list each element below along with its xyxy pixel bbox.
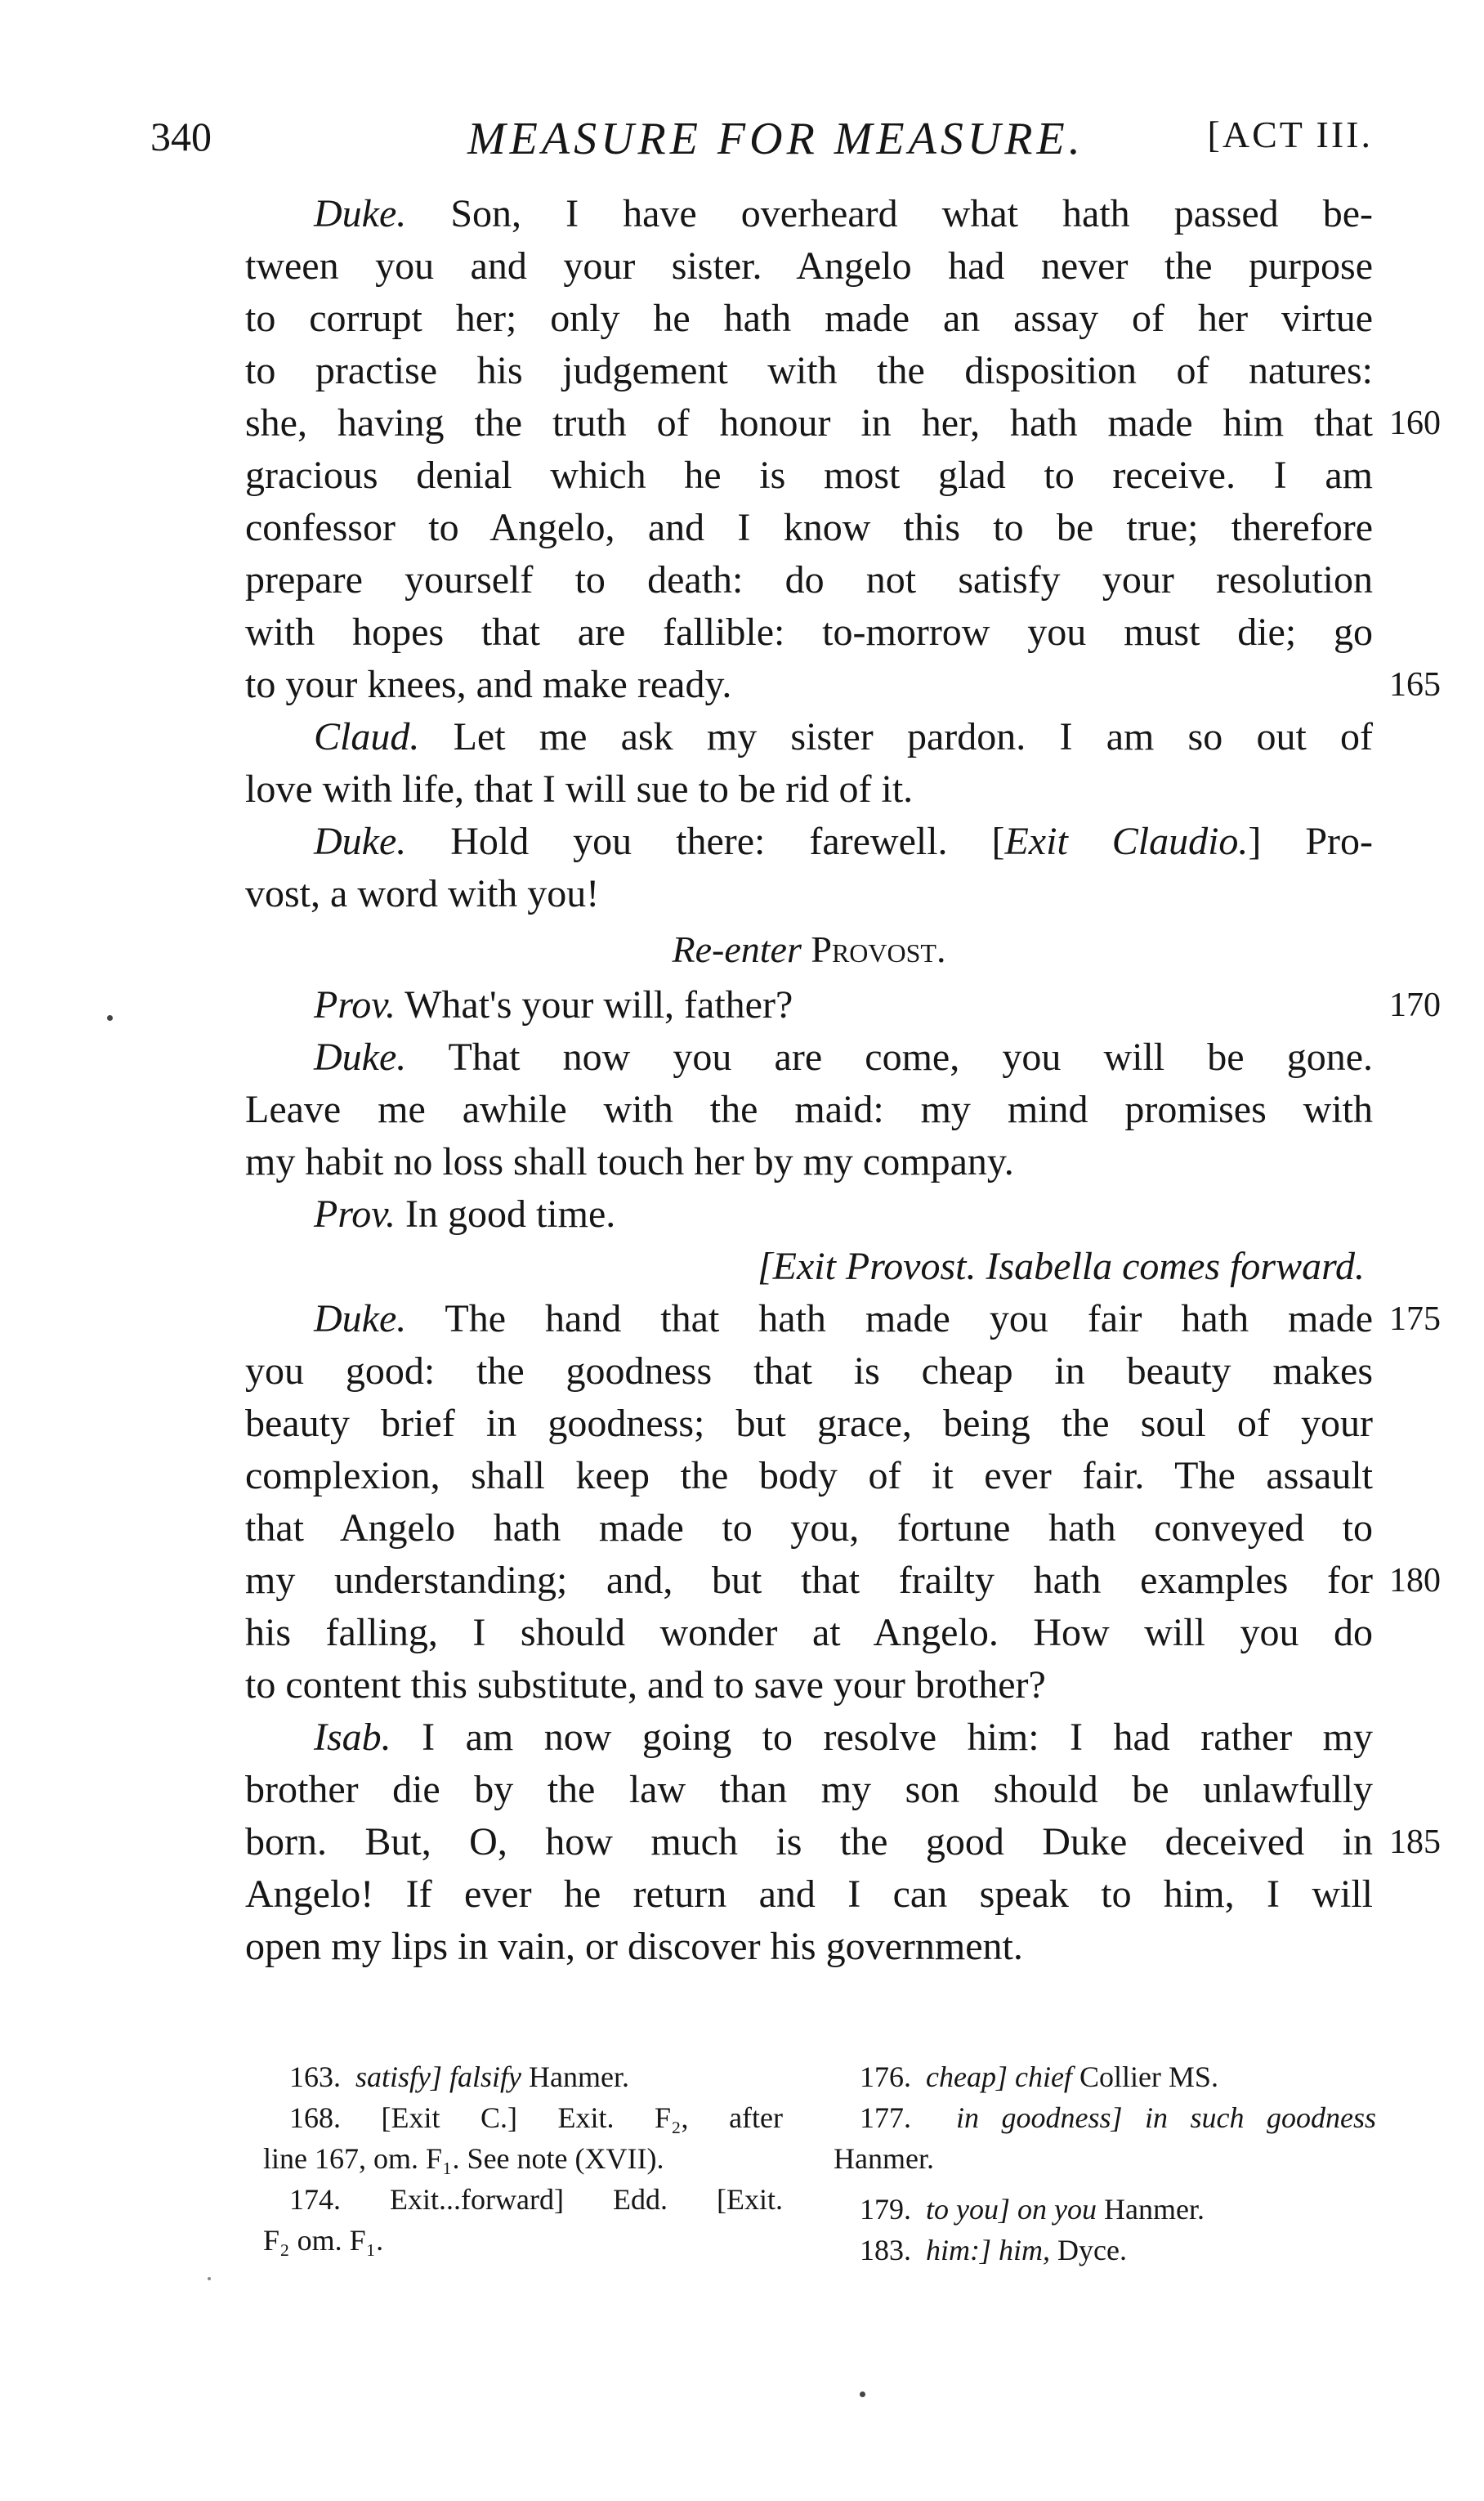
text-line: Prov. In good time. [314, 1192, 616, 1236]
text-line: tween you and your sister. Angelo had never the purpose [245, 244, 1373, 288]
text-line: to content this substitute, and to save your brother? [245, 1663, 1046, 1707]
footnotes-left [263, 2056, 783, 2261]
text-line: complexion, shall keep the body of it ever fair. The assault [245, 1454, 1373, 1497]
text-line: with hopes that are fallible: to-morrow you must die; go [245, 611, 1373, 654]
act-label: [ACT III. [1207, 114, 1373, 155]
footnote: 183. him:] him, Dyce. [860, 2234, 1127, 2266]
text-line: born. But, O, how much is the good Duke deceived in 185 [245, 1816, 1373, 1868]
text-line: brother die by the law than my son should be unlawfully [245, 1768, 1373, 1811]
speaker-name: Duke. [314, 1297, 407, 1340]
text-line: Prov. What's your will, father? 170 [245, 979, 1373, 1031]
play-text [245, 188, 1441, 1973]
ink-speck [107, 1015, 113, 1021]
footnotes-right [834, 2056, 1376, 2271]
text-line: Duke. Son, I have overheard what hath passed be- [314, 192, 1374, 235]
stage-direction: Re-enter Provost. [672, 928, 946, 970]
text-line: vost, a word with you! [245, 872, 600, 915]
footnote: 168. [Exit C.] Exit. F₂, after [289, 2101, 783, 2134]
line-number: 185 [1389, 1823, 1441, 1861]
text-line: my understanding; and, but that frailty hath examples for 180 [245, 1555, 1373, 1607]
stage-direction: Exit Claudio. [1004, 820, 1249, 863]
text-line: to practise his judgement with the disposition of natures: [245, 349, 1373, 392]
text-line: Angelo! If ever he return and I can speak to him, I will [245, 1872, 1373, 1916]
line-number: 170 [1389, 987, 1441, 1024]
footnote: 176. cheap] chief Collier MS. [860, 2060, 1218, 2093]
text-line: beauty brief in goodness; but grace, being the soul of your [245, 1402, 1373, 1445]
ink-speck [208, 2277, 211, 2280]
text-line: love with life, that I will sue to be rid of it. [245, 767, 914, 811]
stage-direction: [Exit Provost. Isabella comes forward. [757, 1245, 1365, 1288]
text-line: Leave me awhile with the maid: my mind promises with [245, 1088, 1373, 1131]
line-number: 160 [1389, 405, 1441, 442]
speaker-name: Prov. [314, 983, 396, 1027]
running-title: MEASURE FOR MEASURE. [467, 114, 1084, 164]
footnote: 174. Exit...forward] Edd. [Exit. [289, 2183, 783, 2216]
text-line: Isab. I am now going to resolve him: I had rather my [314, 1716, 1374, 1759]
footnote: 177. in goodness] in such goodness [860, 2101, 1376, 2134]
speaker-name: Duke. [314, 820, 407, 863]
text-line: Duke. That now you are come, you will be gone. [314, 1036, 1373, 1079]
text-line: to your knees, and make ready. 165 [245, 659, 1373, 711]
text-line: prepare yourself to death: do not satisfy your resolution [245, 558, 1373, 602]
speaker-name: Duke. [314, 1036, 407, 1079]
footnote: line 167, om. F₁. See note (XVII). [263, 2142, 664, 2175]
ink-speck [860, 2391, 865, 2397]
speaker-name: Prov. [314, 1192, 396, 1236]
speaker-name: Claud. [314, 715, 420, 758]
footnote: Hanmer. [834, 2142, 934, 2175]
text-line: that Angelo hath made to you, fortune hath conveyed to [245, 1506, 1373, 1550]
footnote: F₂ om. F₁. [263, 2224, 384, 2257]
text-line: open my lips in vain, or discover his government. [245, 1925, 1023, 1968]
text-line: Duke. Hold you there: farewell. [Exit Claudio.] Pro- [314, 820, 1374, 863]
text-line: his falling, I should wonder at Angelo. How will you do [245, 1611, 1373, 1654]
page-number: 340 [150, 114, 212, 159]
line-number: 165 [1389, 666, 1441, 704]
page-header [150, 113, 1373, 170]
speaker-name: Isab. [314, 1716, 391, 1759]
text-line: my habit no loss shall touch her by my company. [245, 1140, 1014, 1183]
footnote: 179. to you] on you Hanmer. [860, 2193, 1205, 2226]
text-line: Duke. The hand that hath made you fair hath made 175 [245, 1293, 1373, 1345]
line-number: 175 [1389, 1300, 1441, 1338]
footnote: 163. satisfy] falsify Hanmer. [289, 2060, 629, 2093]
text-line: she, having the truth of honour in her, hath made him that 160 [245, 397, 1373, 450]
text-line: you good: the goodness that is cheap in beauty makes [245, 1349, 1373, 1393]
line-number: 180 [1389, 1562, 1441, 1599]
text-line: gracious denial which he is most glad to receive. I am [245, 454, 1373, 497]
text-line: Claud. Let me ask my sister pardon. I am so out of [314, 715, 1374, 758]
speaker-name: Duke. [314, 192, 407, 235]
text-line: to corrupt her; only he hath made an assay of her virtue [245, 297, 1373, 340]
text-line: confessor to Angelo, and I know this to be true; therefore [245, 506, 1373, 549]
